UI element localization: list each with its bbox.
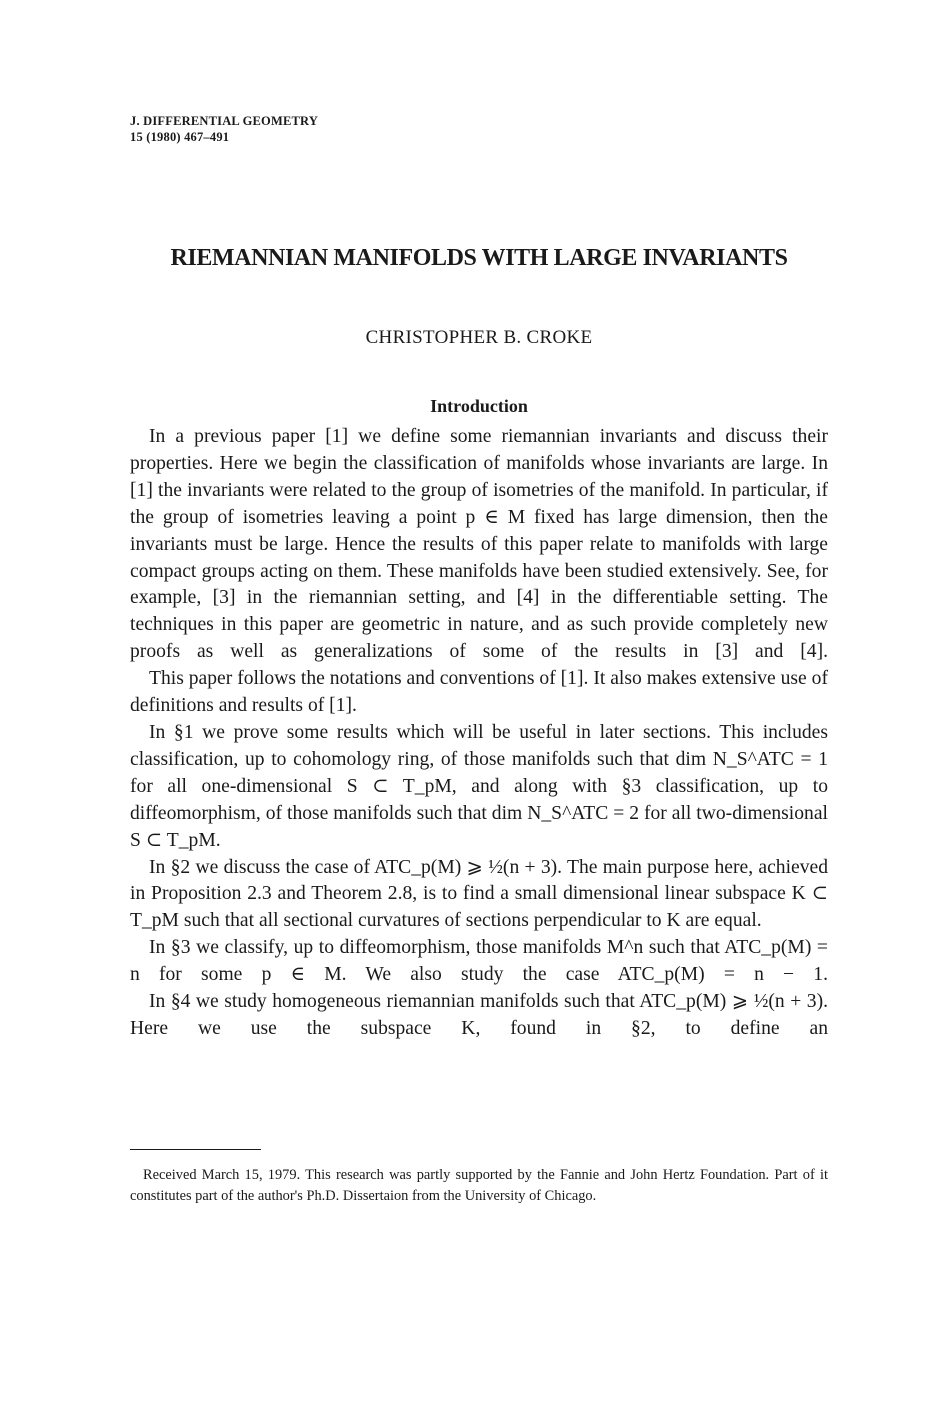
paper-author: CHRISTOPHER B. CROKE (365, 327, 593, 348)
paragraph: In §3 we classify, up to diffeomorphism, those manifolds M^n such that ATC_p(M) = n for some p ∈ M. We also study the case ATC_p(M) = n − 1. (130, 937, 828, 986)
footnote: Received March 15, 1979. This research was partly supported by the Fannie and John Hertz Foundation. Part of it constitutes part of the author's Ph.D. Dissertaion from the University of Chicago. (130, 1167, 828, 1204)
body-text (130, 424, 828, 1043)
footnote-rule (130, 1149, 261, 1150)
section-heading: Introduction (430, 396, 528, 416)
journal-header (130, 113, 318, 145)
paper-title: RIEMANNIAN MANIFOLDS WITH LARGE INVARIANTS (170, 245, 788, 271)
paragraph: In §1 we prove some results which will be useful in later sections. This includes classification, up to cohomology ring, of those manifolds such that dim N_S^ATC = 1 for all one-dimensional S ⊂ T_pM, and along with §3 classification, up to diffeomorphism, of those manifolds such that dim N_S^ATC = 2 for all two-dimensional S ⊂ T_pM. (130, 721, 828, 851)
paragraph: In §2 we discuss the case of ATC_p(M) ⩾ ½(n + 3). The main purpose here, achieved in Proposition 2.3 and Theorem 2.8, is to find a small dimensional linear subspace K ⊂ T_pM such that all sectional curvatures of sections perpendicular to K are equal. (130, 856, 828, 932)
paragraph: In §4 we study homogeneous riemannian manifolds such that ATC_p(M) ⩾ ½(n + 3). Here we use the subspace K, found in §2, to define an (130, 991, 828, 1039)
journal-volume: 15 (1980) 467–491 (130, 130, 230, 144)
paragraph: In a previous paper [1] we define some riemannian invariants and discuss their properties. Here we begin the classification of manifolds whose invariants are large. In [1] the invariants were related to the group of isometries of the manifold. In particular, if the group of isometries leaving a point p ∈ M fixed has large dimension, then the invariants must be large. Hence the results of this paper relate to manifolds with large compact groups acting on them. These manifolds have been studied extensively. See, for example, [3] in the riemannian setting, and [4] in the differentiable setting. The techniques in this paper are geometric in nature, and as such provide completely new proofs as well as generalizations of some of the results in [3] and [4]. (130, 426, 828, 663)
paragraph: This paper follows the notations and conventions of [1]. It also makes extensive use of definitions and results of [1]. (130, 668, 828, 717)
journal-name: J. DIFFERENTIAL GEOMETRY (130, 114, 319, 128)
